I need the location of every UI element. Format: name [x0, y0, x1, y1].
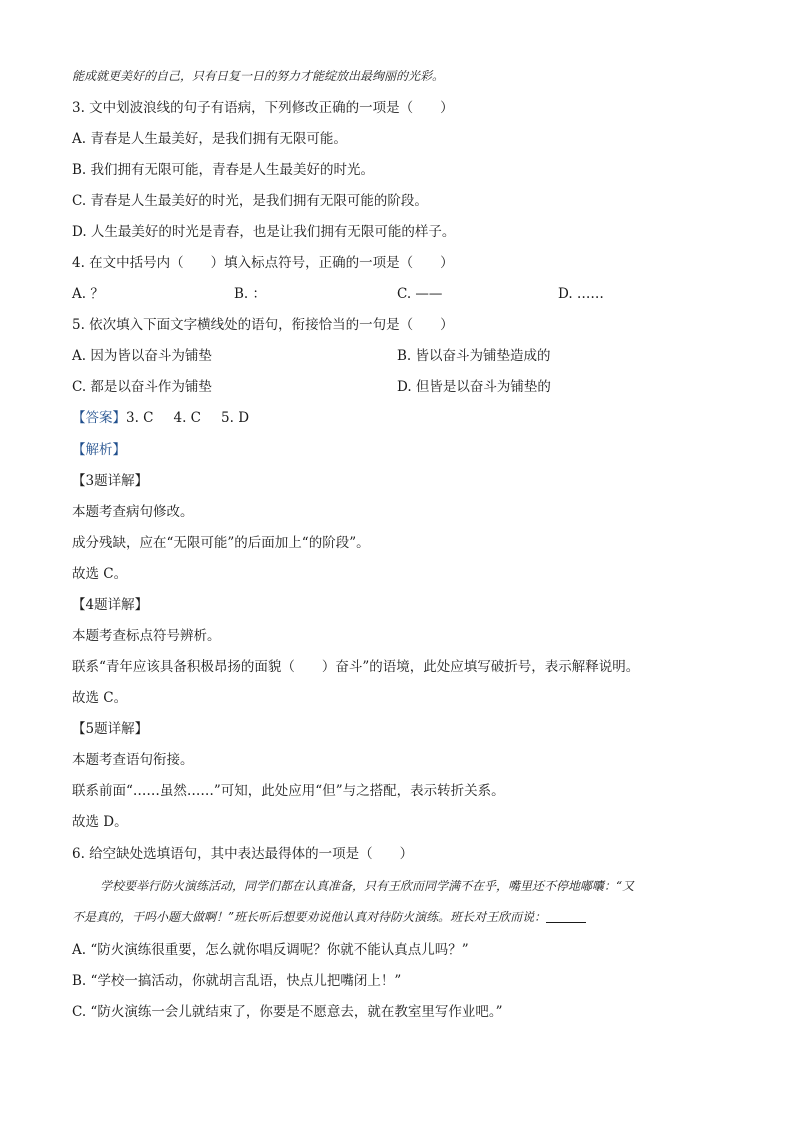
answer-item-5: 5. D: [221, 410, 250, 426]
question-4-option-b[interactable]: B. ：: [234, 286, 267, 302]
question-3-option-a[interactable]: A. 青春是人生最美好，是我们拥有无限可能。: [72, 131, 347, 147]
detail-5-label: 【5题详解】: [72, 721, 149, 737]
detail-5-line: 联系前面“……虽然……”可知，此处应用“但”与之搭配，表示转折关系。: [72, 783, 505, 799]
question-6-scenario-text: 不是真的，干吗小题大做啊！”班长听后想要劝说他认真对待防火演练。班长对王欣而说：: [72, 910, 547, 924]
question-6-scenario-line: 学校要举行防火演练活动，同学们都在认真准备，只有王欣而同学满不在乎，嘴里还不停地嘟囔：“又: [100, 879, 635, 893]
detail-4-line: 联系“青年应该具备积极昂扬的面貌（ ）奋斗”的语境，此处应填写破折号，表示解释说明。: [72, 659, 640, 675]
question-3-option-d[interactable]: D. 人生最美好的时光是青春，也是让我们拥有无限可能的样子。: [72, 224, 456, 240]
question-6-scenario-line: [72, 907, 586, 927]
detail-3-line: 故选 C。: [72, 566, 128, 582]
question-4-option-d[interactable]: D. ……: [558, 286, 604, 302]
detail-3-line: 本题考查病句修改。: [72, 504, 194, 520]
answer-row: [72, 408, 249, 428]
question-4-option-c[interactable]: C. ——: [397, 286, 443, 302]
detail-3-label: 【3题详解】: [72, 473, 149, 489]
answer-item-4: 4. C: [173, 410, 202, 426]
question-4-stem: 4. 在文中括号内（ ）填入标点符号，正确的一项是（ ）: [72, 255, 454, 271]
question-6-option-b[interactable]: B. “学校一搞活动，你就胡言乱语，快点儿把嘴闭上！”: [72, 973, 402, 989]
answer-label: 【答案】: [72, 410, 126, 426]
question-6-stem: 6. 给空缺处选填语句，其中表达最得体的一项是（ ）: [72, 846, 414, 862]
question-4-option-a[interactable]: A. ？: [72, 286, 104, 302]
question-6-option-a[interactable]: A. “防火演练很重要，怎么就你唱反调呢？你就不能认真点儿吗？”: [72, 942, 469, 958]
question-5-option-a[interactable]: A. 因为皆以奋斗为铺垫: [72, 348, 212, 364]
question-5-option-d[interactable]: D. 但皆是以奋斗为铺垫的: [397, 379, 551, 395]
question-3-option-c[interactable]: C. 青春是人生最美好的时光，是我们拥有无限可能的阶段。: [72, 193, 428, 209]
answer-item-3: 3. C: [126, 410, 154, 426]
detail-4-line: 故选 C。: [72, 690, 128, 706]
passage-tail: 能成就更美好的自己，只有日复一日的努力才能绽放出最绚丽的光彩。: [72, 69, 445, 83]
question-3-option-b[interactable]: B. 我们拥有无限可能，青春是人生最美好的时光。: [72, 162, 375, 178]
question-5-option-b[interactable]: B. 皆以奋斗为铺垫造成的: [397, 348, 551, 364]
detail-4-label: 【4题详解】: [72, 597, 149, 613]
detail-4-line: 本题考查标点符号辨析。: [72, 628, 221, 644]
analysis-label: 【解析】: [72, 442, 126, 458]
answer-blank[interactable]: [546, 908, 586, 923]
detail-5-line: 本题考查语句衔接。: [72, 752, 194, 768]
detail-5-line: 故选 D。: [72, 814, 128, 830]
question-5-stem: 5. 依次填入下面文字横线处的语句，衔接恰当的一句是（ ）: [72, 317, 454, 333]
question-6-option-c[interactable]: C. “防火演练一会儿就结束了，你要是不愿意去，就在教室里写作业吧。”: [72, 1004, 503, 1020]
question-3-stem: 3. 文中划波浪线的句子有语病，下列修改正确的一项是（ ）: [72, 100, 454, 116]
detail-3-line: 成分残缺，应在“无限可能”的后面加上“的阶段”。: [72, 535, 370, 551]
question-5-option-c[interactable]: C. 都是以奋斗作为铺垫: [72, 379, 212, 395]
